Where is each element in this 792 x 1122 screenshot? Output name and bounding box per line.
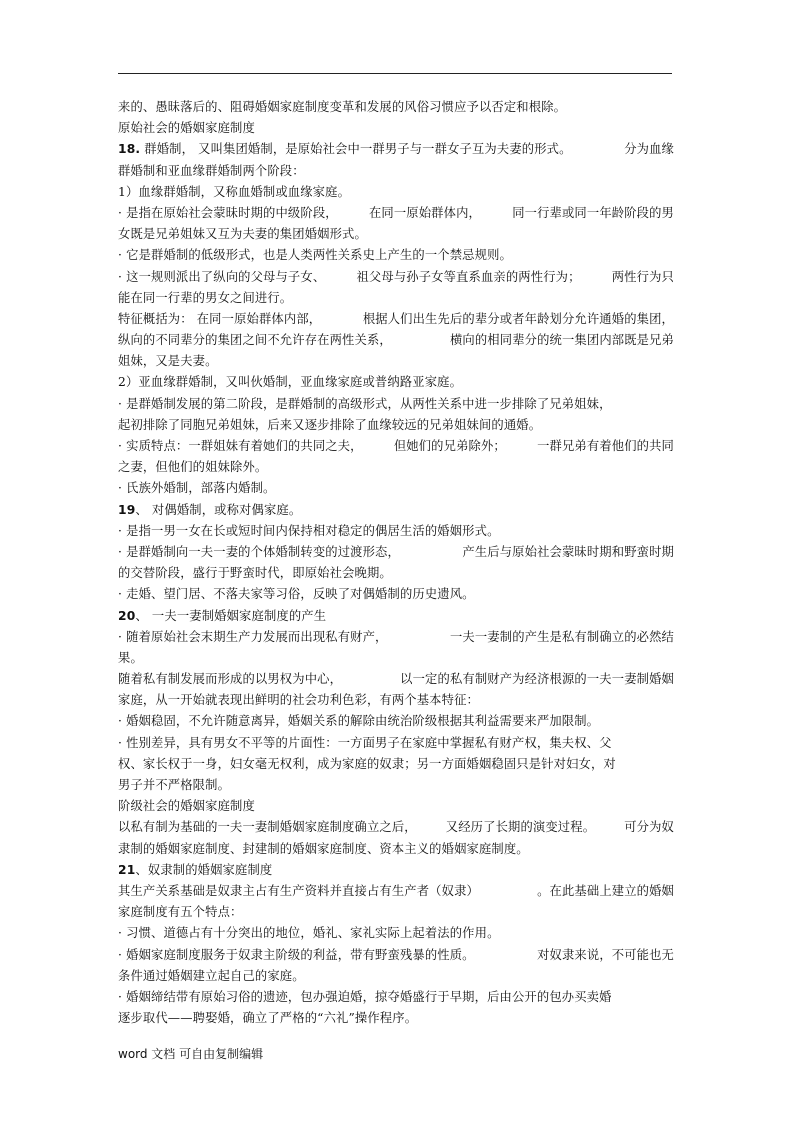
section-number: 21 — [118, 862, 136, 877]
text-line: 21、奴隶制的婚姻家庭制度 — [118, 862, 273, 877]
text-line — [118, 881, 674, 902]
text-line: 起初排除了同胞兄弟姐妹，后来又逐步排除了血缘较远的兄弟姐妹间的通婚。 — [118, 417, 542, 432]
text-line — [118, 139, 674, 160]
text-line — [118, 203, 674, 224]
page-footer: word 文档 可自由复制编辑 — [118, 1047, 264, 1061]
text-line — [118, 817, 674, 838]
section-number: 19 — [118, 502, 136, 517]
text-segment: · 婚姻家庭制度服务于奴隶主阶级的利益，带有野蛮残暴的性质。 — [118, 947, 475, 962]
text-line — [118, 309, 674, 330]
text-line: · 习惯、道德占有十分突出的地位，婚礼、家礼实际上起着法的作用。 — [118, 926, 500, 941]
header-rule — [118, 73, 672, 74]
text-line: 原始社会的婚姻家庭制度 — [118, 121, 255, 136]
text-segment: 祖父母与孙子女等直系血亲的两性行为； — [356, 269, 581, 284]
text-line: 2）亚血缘群婚制，又叫伙婚制，亚血缘家庭或普纳路亚家庭。 — [118, 375, 463, 390]
section-number: 18. — [118, 142, 141, 157]
text-segment: 。在此基础上建立的婚姻 — [537, 883, 674, 898]
text-line: · 是指一男一女在长或短时间内保持相对稳定的偶居生活的婚姻形式。 — [118, 523, 500, 538]
text-segment: 横向的相同辈分的统一集团内部既是兄弟 — [449, 333, 674, 348]
text-line: 来的、愚昧落后的、阻碍婚姻家庭制度变革和发展的风俗习惯应予以否定和根除。 — [118, 100, 567, 114]
text-line: · 性别差异，具有男女不平等的片面性：一方面男子在家庭中掌握私有财产权，集夫权、父 — [118, 735, 612, 750]
text-line: 权、家长权于一身，妇女毫无权利，成为家庭的奴隶；另一方面婚姻稳固只是针对妇女，对 — [118, 756, 616, 771]
text-line — [118, 627, 674, 648]
text-line: · 走婚、望门居、不落夫家等习俗，反映了对偶婚制的历史遗风。 — [118, 587, 475, 602]
section-number: 20 — [118, 608, 136, 623]
text-line: 群婚制和亚血缘群婚制两个阶段： — [118, 163, 305, 178]
text-segment: · 随着原始社会末期生产力发展而出现私有财产， — [118, 629, 388, 644]
text-line: 男子并不严格限制。 — [118, 778, 231, 792]
text-line: · 氏族外婚制，部落内婚制。 — [118, 481, 276, 496]
text-line — [118, 945, 674, 966]
text-segment: 随着私有制发展而形成的以男权为中心， — [118, 672, 343, 687]
text-line — [118, 669, 674, 690]
text-line: 果。 — [118, 650, 143, 665]
text-segment: 以一定的私有制财产为经济根源的一夫一妻制婚姻 — [400, 672, 674, 687]
text-segment: 又经历了长期的演变过程。 — [445, 820, 596, 835]
text-segment: 在同一原始群体内， — [368, 205, 481, 220]
text-line: 20、 一夫一妻制婚姻家庭制度的产生 — [118, 608, 327, 623]
text-segment: 根据人们出生先后的辈分或者年龄划分允许通婚的集团， — [362, 311, 674, 326]
text-line: · 它是群婚制的低级形式，也是人类两性关系史上产生的一个禁忌规则。 — [118, 248, 512, 263]
text-line: 19、 对偶婚制，或称对偶家庭。 — [118, 502, 302, 517]
text-segment: 以私有制为基础的一夫一妻制婚姻家庭制度确立之后， — [118, 820, 417, 835]
text-segment: 一群兄弟有着他们的共同 — [537, 439, 674, 453]
document-body — [118, 97, 674, 1029]
text-line: · 婚姻缔结带有原始习俗的遗迹，包办强迫婚，掠夺婚盛行于早期，后由公开的包办买卖婚 — [118, 989, 612, 1004]
text-line: 家庭制度有五个特点： — [118, 905, 243, 920]
text-segment: 产生后与原始社会蒙昧时期和野蛮时期 — [462, 544, 674, 559]
text-segment: 对奴隶来说，不可能也无 — [537, 947, 674, 962]
text-line — [118, 330, 674, 351]
text-line: · 婚姻稳固，不允许随意离异，婚姻关系的解除由统治阶级根据其利益需要来严加限制。 — [118, 714, 600, 729]
text-line — [118, 542, 674, 563]
text-line: 姐妹，又是夫妻。 — [118, 354, 218, 369]
text-line: 条件通过婚姻建立起自己的家庭。 — [118, 968, 305, 983]
text-segment: 但她们的兄弟除外； — [393, 439, 506, 453]
text-line: 1）血缘群婚制，又称血婚制或血缘家庭。 — [118, 184, 351, 199]
text-line — [118, 436, 674, 457]
text-line: 隶制的婚姻家庭制度、封建制的婚姻家庭制度、资本主义的婚姻家庭制度。 — [118, 841, 529, 856]
text-segment: 一夫一妻制的产生是私有制确立的必然结 — [449, 629, 674, 644]
text-segment: 可分为奴 — [624, 820, 674, 835]
text-line: 的交替阶段，盛行于野蛮时代，即原始社会晚期。 — [118, 566, 392, 581]
text-line: 家庭，从一开始就表现出鲜明的社会功利色彩，有两个基本特征： — [118, 693, 479, 708]
text-segment: 18. 群婚制， 又叫集团婚制，是原始社会中一群男子与一群女子互为夫妻的形式。 — [118, 142, 572, 157]
text-segment: 纵向的不同辈分的集团之间不允许存在两性关系， — [118, 333, 392, 348]
text-line: 之妻，但他们的姐妹除外。 — [118, 460, 268, 475]
text-segment: · 是指在原始社会蒙昧时期的中级阶段， — [118, 205, 338, 220]
text-segment: 特征概括为： 在同一原始群体内部， — [118, 311, 322, 326]
text-segment: 同一行辈或同一年龄阶段的男 — [512, 205, 674, 220]
text-line: 能在同一行辈的男女之间进行。 — [118, 290, 293, 305]
text-line: 阶级社会的婚姻家庭制度 — [118, 799, 255, 814]
text-segment: 分为血缘 — [624, 142, 674, 157]
text-segment: · 这一规则派出了纵向的父母与子女、 — [118, 269, 326, 284]
text-segment: · 是群婚制向一夫一妻的个体婚制转变的过渡形态， — [118, 544, 400, 559]
text-line: 逐步取代——聘娶婚，确立了严格的“六礼”操作程序。 — [118, 1011, 418, 1026]
text-line — [118, 267, 674, 288]
text-segment: 两性行为只 — [611, 269, 674, 284]
text-line: · 是群婚制发展的第二阶段，是群婚制的高级形式，从两性关系中进一步排除了兄弟姐妹， — [118, 396, 612, 411]
text-segment: · 实质特点：一群姐妹有着她们的共同之夫， — [118, 439, 363, 453]
text-segment: 其生产关系基础是奴隶主占有生产资料并直接占有生产者（奴隶） — [118, 883, 479, 898]
text-line: 女既是兄弟姐妹又互为夫妻的集团婚姻形式。 — [118, 227, 367, 242]
